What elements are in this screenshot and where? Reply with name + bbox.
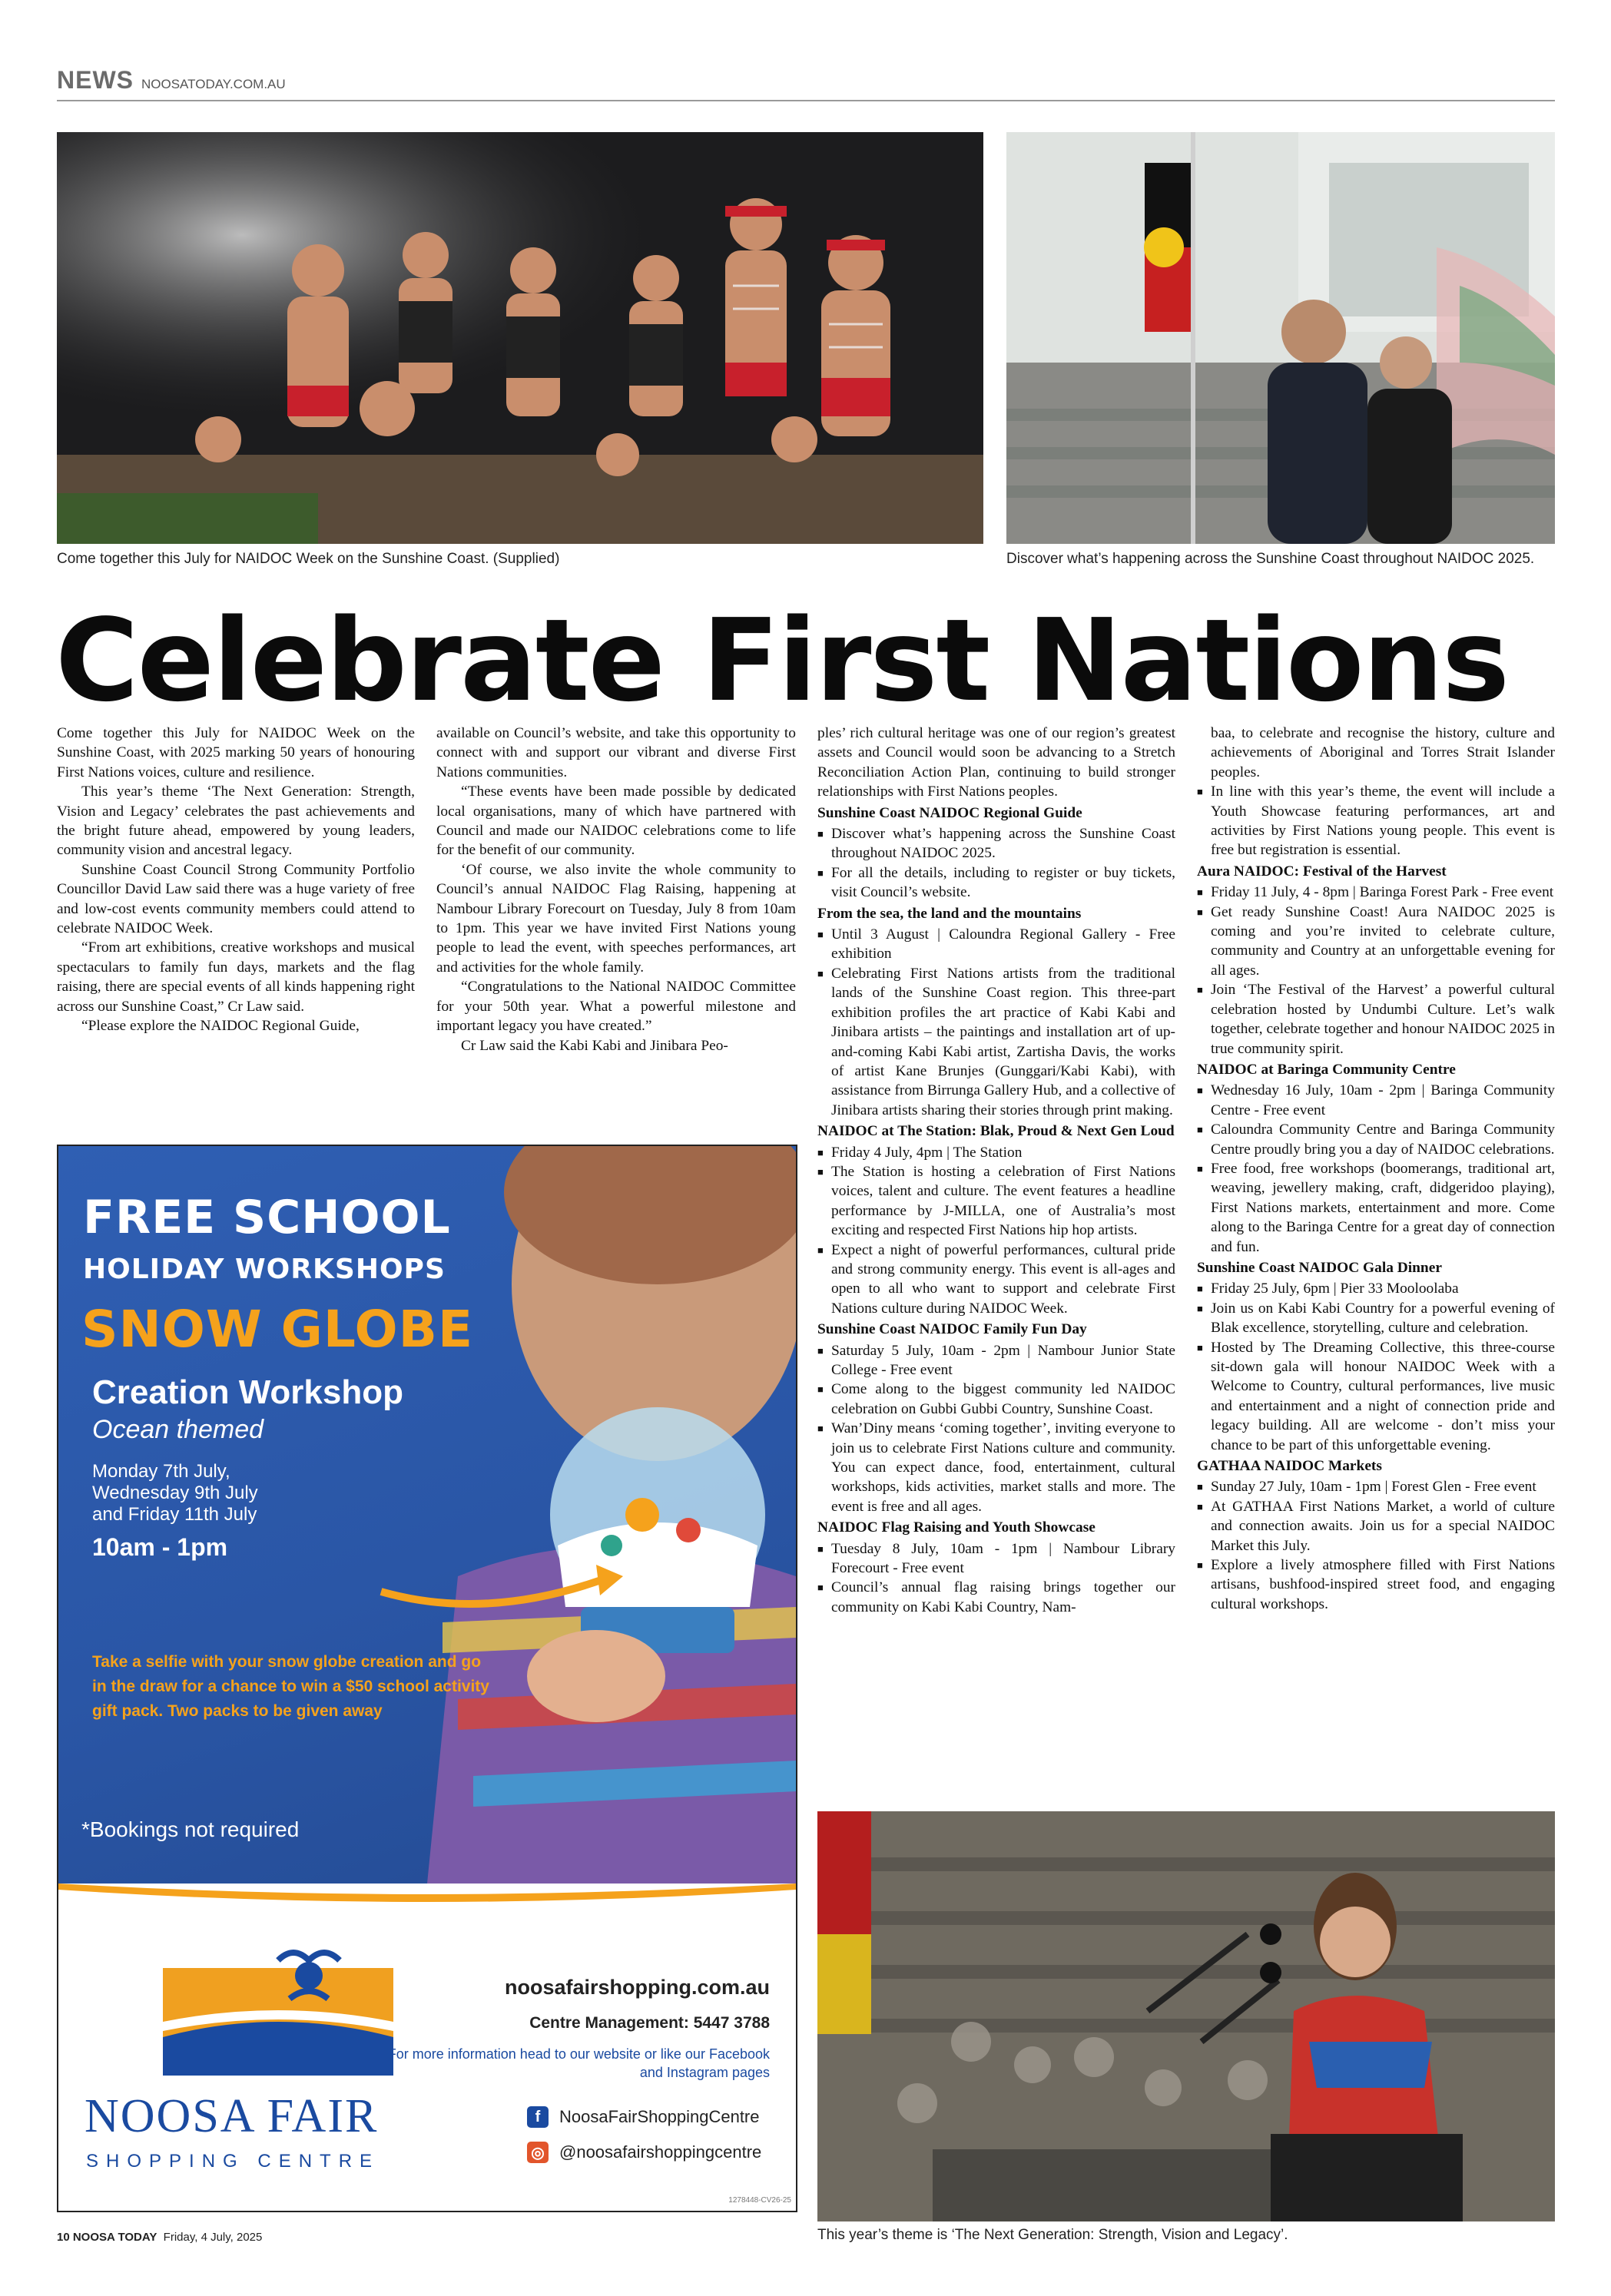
event-bullet: ■ In line with this year’s theme, the event will include a Youth Showcase featuring performances, art and activities by First Nations young people. This event is free but registration is essential. (1197, 782, 1555, 860)
event-heading: Sunshine Coast NAIDOC Family Fun Day (817, 1321, 1087, 1338)
noosa-fair-logo-icon (163, 1945, 393, 2076)
event-bullet: ■ Council’s annual flag raising brings together our community on Kabi Kabi Country, Nam- (817, 1578, 1175, 1617)
ad-booking-note: *Bookings not required (81, 1817, 300, 1841)
article-column-4 (1197, 724, 1555, 1614)
dancers-caption: Come together this July for NAIDOC Week on the Sunshine Coast. (Supplied) (57, 551, 560, 567)
page-footer (57, 2231, 262, 2244)
event-heading: GATHAA NAIDOC Markets (1197, 1458, 1382, 1475)
event-bullet: ■ Wan’Diny means ‘coming together’, inviting everyone to join us to celebrate First Nations culture and community. You can expect dance, food, entertainment, cultural workshops, kids activities, market stalls and more. The event is free and all ages. (817, 1419, 1175, 1516)
ad-time: 10am - 1pm (92, 1533, 228, 1561)
issue-date: Friday, 4 July, 2025 (163, 2231, 263, 2244)
event-bullet: ■ Friday 25 July, 6pm | Pier 33 Mooloolaba (1197, 1279, 1555, 1298)
paragraph: “Please explore the NAIDOC Regional Guide, (81, 1018, 360, 1035)
event-bullet: ■ Get ready Sunshine Coast! Aura NAIDOC 2025 is coming and you’re invited to celebrate culture, community and Country at an unforgettable evening for all ages. (1197, 903, 1555, 981)
paragraph: Sunshine Coast Council Strong Community Portfolio Councillor David Law said there was a huge variety of free and low-cost events community members could attend to celebrate NAIDOC Week. (57, 861, 415, 937)
event-bullet: ■ For all the details, including to register or buy tickets, visit Council’s website. (817, 863, 1175, 903)
flag-raising-caption: Discover what’s happening across the Sunshine Coast throughout NAIDOC 2025. (1006, 551, 1535, 567)
ad-website[interactable]: noosafairshopping.com.au (504, 1976, 770, 1999)
article-column-3 (817, 724, 1175, 1617)
event-bullet: ■ Saturday 5 July, 10am - 2pm | Nambour Junior State College - Free event (817, 1341, 1175, 1380)
ad-instagram[interactable] (527, 2142, 761, 2163)
headline: Celebrate First Nations (55, 595, 1509, 727)
event-bullet: ■ Explore a lively atmosphere filled with First Nations artisans, bushfood-inspired street food, and engaging cultural workshops. (1197, 1556, 1555, 1614)
event-bullet: ■ Friday 4 July, 4pm | The Station (817, 1143, 1175, 1162)
youth-speaker-photo (817, 1811, 1555, 2221)
event-heading: Aura NAIDOC: Festival of the Harvest (1197, 863, 1447, 880)
event-bullet: ■ Free food, free workshops (boomerangs, traditional art, weaving, jewellery making, craft, didgeridoo playing), First Nations markets, entertainment and more. Come along to the Baringa Centre for a great day of connection and fun. (1197, 1159, 1555, 1257)
event-bullet: ■ Sunday 27 July, 10am - 1pm | Forest Glen - Free event (1197, 1477, 1555, 1496)
event-bullet: ■ Friday 11 July, 4 - 8pm | Baringa Forest Park - Free event (1197, 883, 1555, 902)
ad-title-ocean-themed: Ocean themed (92, 1415, 264, 1444)
page-number: 10 NOOSA TODAY (57, 2231, 157, 2244)
event-heading: NAIDOC Flag Raising and Youth Showcase (817, 1519, 1096, 1536)
event-bullet: ■ Tuesday 8 July, 10am - 1pm | Nambour Library Forecourt - Free event (817, 1539, 1175, 1579)
facebook-icon: f (527, 2106, 549, 2128)
ad-title-creation-workshop: Creation Workshop (92, 1373, 404, 1411)
paragraph: “From art exhibitions, creative workshops and musical spectaculars to family fun days, markets and the flag raising, there are special events of all kinds happening right across our Sunshine Coast,” Cr Law said. (57, 939, 415, 1015)
ad-centre-management: Centre Management: 5447 3788 (529, 2014, 770, 2032)
youth-speaker-caption: This year’s theme is ‘The Next Generation: Strength, Vision and Legacy’. (817, 2227, 1288, 2243)
ad-brand-subtitle: SHOPPING CENTRE (86, 2151, 380, 2172)
event-bullet: ■ The Station is hosting a celebration of First Nations voices, talent and culture. The event features a headline performance by J-MILLA, one of Australia’s most exciting and respected First Nations hip hop artists. (817, 1162, 1175, 1241)
ad-facebook-handle: NoosaFairShoppingCentre (559, 2107, 760, 2126)
paragraph: ples’ rich cultural heritage was one of our region’s greatest assets and Council would soon be advancing to a Stretch Reconciliation Action Plan, continuing to build stronger relationships with First Nations peoples. (817, 725, 1175, 800)
ad-wave-divider (58, 1874, 796, 1920)
paragraph: “These events have been made possible by dedicated local organisations, many of which have partnered with Council and made our NAIDOC celebrations come to life for the benefit of our community. (436, 784, 796, 859)
article-column-1 (57, 724, 415, 1036)
instagram-icon: ◎ (527, 2142, 549, 2163)
paragraph: This year’s theme ‘The Next Generation: Strength, Vision and Legacy’ celebrates the past achievements and the bright future ahead, empowered by young leaders, community vision and ancestral legacy. (57, 784, 415, 859)
ad-hero (58, 1146, 796, 1884)
event-heading: NAIDOC at Baringa Community Centre (1197, 1061, 1456, 1078)
ad-title-free-school: FREE SCHOOL (83, 1191, 451, 1244)
flag-raising-photo (1006, 132, 1555, 544)
event-bullet: ■ Wednesday 16 July, 10am - 2pm | Baringa Community Centre - Free event (1197, 1081, 1555, 1120)
paragraph: available on Council’s website, and take this opportunity to connect with and support our vibrant and diverse First Nations communities. (436, 725, 796, 780)
ad-date: Wednesday 9th July (92, 1483, 258, 1503)
ad-reference-code: 1278448-CV26-25 (728, 2196, 791, 2205)
event-heading: Sunshine Coast NAIDOC Gala Dinner (1197, 1259, 1442, 1276)
event-bullet: ■ Discover what’s happening across the Sunshine Coast throughout NAIDOC 2025. (817, 824, 1175, 863)
ad-date: Monday 7th July, (92, 1461, 230, 1482)
event-bullet: ■ Celebrating First Nations artists from the traditional lands of the Sunshine Coast region. This three-part exhibition profiles the art practice of Kabi Kabi and Jinibara artists – the paintings and installation art of up-and-coming Kabi Kabi artist, Zartisha Davis, the works of artist Kane Brunjes (Gunggari/Kabi Kabi), with assistance from Birrunga Gallery Hub, and a collective of Jinibara artists sharing their stories through print making. (817, 964, 1175, 1120)
event-heading: From the sea, the land and the mountains (817, 905, 1082, 922)
article-column-2 (436, 724, 796, 1055)
paragraph: Come together this July for NAIDOC Week on the Sunshine Coast, with 2025 marking 50 years of honouring First Nations voices, culture and resilience. (57, 725, 415, 780)
event-bullet: ■ Join us on Kabi Kabi Country for a powerful evening of Blak excellence, storytelling, culture and celebration. (1197, 1299, 1555, 1338)
paragraph: “Congratulations to the National NAIDOC Committee for your 50th year. What a powerful milestone and important legacy you have created.” (436, 979, 796, 1035)
site-url: NOOSATODAY.COM.AU (141, 77, 286, 91)
event-bullet: ■ Join ‘The Festival of the Harvest’ a powerful cultural celebration hosted by Undumbi Culture. Let’s walk together, celebrate together and honour NAIDOC 2025 in true community spirit. (1197, 980, 1555, 1059)
event-bullet: ■ Expect a night of powerful performances, cultural pride and strong community energy. This event is all-ages and open to all who want to support and celebrate First Nations culture during NAIDOC Week. (817, 1241, 1175, 1319)
ad-title-holiday-workshops: HOLIDAY WORKSHOPS (83, 1254, 446, 1285)
ad-dates (92, 1461, 258, 1526)
ad-facebook[interactable] (527, 2106, 760, 2128)
paragraph: baa, to celebrate and recognise the history, culture and achievements of Aboriginal and Torres Strait Islander peoples. (1211, 725, 1555, 780)
event-bullet: ■ Hosted by The Dreaming Collective, this three-course sit-down gala will honour NAIDOC Week with a Welcome to Country, cultural performances, live music and entertainment and a night of connection pride and legacy building. All are welcome - don’t miss your chance to be part of this unforgettable evening. (1197, 1338, 1555, 1455)
section-label: NEWS (57, 66, 134, 94)
paragraph: ‘Of course, we also invite the whole community to Council’s annual NAIDOC Flag Raising, happening at Nambour Library Forecourt on Tuesday, July 8 from 10am to 1pm. This year we have invited First Nations young people to lead the event, with speeches performances, art and activities for the whole family. (436, 861, 796, 976)
ad-promo: Take a selfie with your snow globe creation and go in the draw for a chance to win a $50 school activity gift pack. Two packs to be given away (92, 1653, 489, 1720)
ad-instagram-handle: @noosafairshoppingcentre (559, 2142, 762, 2162)
masthead (57, 66, 1555, 101)
event-bullet: ■ Come along to the biggest community led NAIDOC celebration on Gubbi Gubbi Country, Sunshine Coast. (817, 1380, 1175, 1419)
event-bullet: ■ Caloundra Community Centre and Baringa Community Centre proudly bring you a day of NAIDOC celebrations. (1197, 1120, 1555, 1159)
event-heading: Sunshine Coast NAIDOC Regional Guide (817, 804, 1082, 821)
dancers-photo (57, 132, 983, 544)
ad-info-text: For more information head to our website or like our Facebook and Instagram pages (387, 2046, 770, 2080)
ad-brand-name: NOOSA FAIR (85, 2090, 379, 2142)
noosa-fair-advertisement (57, 1145, 797, 2212)
ad-date: and Friday 11th July (92, 1504, 257, 1525)
paragraph: Cr Law said the Kabi Kabi and Jinibara Peo- (461, 1037, 728, 1054)
ad-title-snow-globe: SNOW GLOBE (81, 1300, 474, 1359)
event-bullet: ■ At GATHAA First Nations Market, a world of culture and connection awaits. Join us for a special NAIDOC Market this July. (1197, 1497, 1555, 1556)
event-bullet: ■ Until 3 August | Caloundra Regional Gallery - Free exhibition (817, 925, 1175, 964)
event-heading: NAIDOC at The Station: Blak, Proud & Next Gen Loud (817, 1123, 1175, 1140)
